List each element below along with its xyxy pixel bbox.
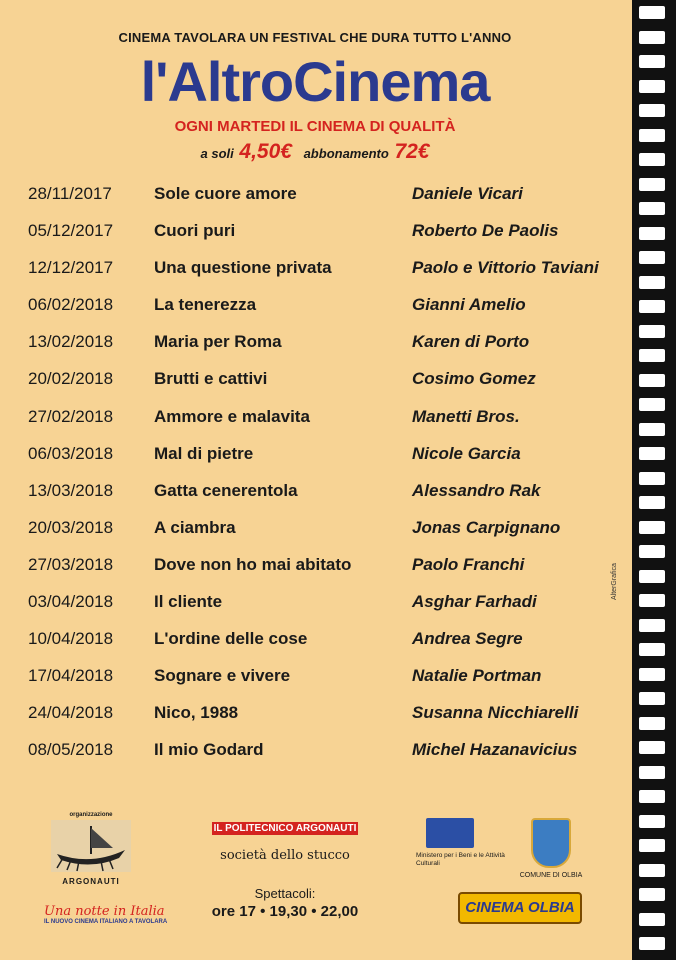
film-date: 13/03/2018	[28, 480, 114, 500]
film-director: Daniele Vicari	[412, 184, 523, 203]
film-date: 13/02/2018	[28, 332, 114, 352]
film-hole	[639, 374, 665, 387]
cinema-olbia-logo	[458, 892, 582, 924]
film-hole	[639, 864, 665, 877]
stucco-logo: società dello stucco	[220, 848, 350, 863]
politecnico-logo: IL POLITECNICO ARGONAUTI	[213, 823, 357, 834]
film-hole	[639, 521, 665, 534]
film-hole	[639, 815, 665, 828]
film-hole	[639, 888, 665, 901]
schedule-row	[0, 621, 630, 658]
schedule-row	[0, 213, 630, 250]
price-label: a soli	[200, 146, 234, 161]
film-director: Manetti Bros.	[412, 406, 520, 426]
film-director: Alessandro Rak	[412, 480, 541, 500]
film-hole	[639, 80, 665, 93]
film-hole	[639, 668, 665, 681]
schedule-row	[0, 547, 630, 584]
film-date: 20/03/2018	[28, 517, 114, 537]
film-director: Paolo Franchi	[412, 554, 525, 574]
film-hole	[639, 717, 665, 730]
notte-italia-logo	[44, 904, 167, 925]
tagline: CINEMA TAVOLARA UN FESTIVAL CHE DURA TUTTO L'ANNO	[118, 30, 512, 45]
film-director: Andrea Segre	[412, 629, 523, 649]
olbia-logo	[516, 818, 586, 879]
film-hole	[639, 545, 665, 558]
film-hole	[639, 227, 665, 240]
ship-icon	[51, 820, 131, 872]
org-name: ARGONAUTI	[62, 877, 120, 886]
film-hole	[639, 178, 665, 191]
film-title: Dove non ho mai abitato	[154, 554, 352, 574]
film-title: Il mio Godard	[154, 740, 264, 760]
film-director: Susanna Nicchiarelli	[412, 703, 579, 723]
film-hole	[639, 741, 665, 754]
schedule-row	[0, 324, 630, 361]
film-director: Roberto De Paolis	[412, 221, 559, 241]
film-director: Jonas Carpignano	[412, 517, 561, 537]
showtimes-label: Spettacoli:	[254, 886, 316, 901]
film-date: 08/05/2018	[28, 740, 114, 760]
subscription-label: abbonamento	[303, 146, 389, 161]
film-date: 27/03/2018	[28, 554, 114, 574]
mibac-logo	[416, 818, 506, 868]
film-hole	[639, 594, 665, 607]
film-director: Cosimo Gomez	[412, 369, 536, 389]
film-title: A ciambra	[154, 517, 236, 537]
mibac-emblem-icon	[426, 818, 474, 848]
film-director: Natalie Portman	[412, 666, 542, 686]
film-hole	[639, 643, 665, 656]
schedule-row	[0, 250, 630, 287]
schedule-row	[0, 287, 630, 324]
film-date: 05/12/2017	[28, 221, 114, 241]
film-hole	[639, 349, 665, 362]
film-title: La tenerezza	[154, 295, 257, 315]
film-hole	[639, 619, 665, 632]
film-hole	[639, 766, 665, 779]
film-schedule	[0, 176, 630, 770]
schedule-row	[0, 176, 630, 213]
film-hole	[639, 202, 665, 215]
film-director: Paolo e Vittorio Taviani	[412, 258, 599, 278]
schedule-row	[0, 436, 630, 473]
film-hole	[639, 129, 665, 142]
film-hole	[639, 937, 665, 950]
design-credit: AlterGrafica	[611, 563, 618, 600]
film-date: 03/04/2018	[28, 592, 114, 612]
film-director: Michel Hazanavicius	[412, 740, 578, 760]
film-hole	[639, 913, 665, 926]
sponsor-center	[210, 818, 360, 863]
subscription-price: 72€	[394, 140, 430, 163]
film-date: 28/11/2017	[28, 184, 112, 203]
film-hole	[639, 325, 665, 338]
film-title: Sole cuore amore	[154, 184, 297, 203]
film-title: Ammore e malavita	[154, 406, 310, 426]
notte-title: Una notte in Italia	[44, 904, 165, 919]
film-date: 17/04/2018	[28, 666, 114, 686]
schedule-row	[0, 732, 630, 769]
film-hole	[639, 55, 665, 68]
film-hole	[639, 153, 665, 166]
film-date: 20/02/2018	[28, 369, 114, 389]
film-title: Sognare e vivere	[154, 666, 291, 686]
film-hole	[639, 300, 665, 313]
film-hole	[639, 790, 665, 803]
schedule-row	[0, 399, 630, 436]
film-title: L'ordine delle cose	[154, 629, 308, 649]
schedule-row	[0, 658, 630, 695]
film-hole	[639, 447, 665, 460]
film-title: Gatta cenerentola	[154, 480, 298, 500]
argonauti-logo	[48, 812, 134, 886]
subtitle: OGNI MARTEDI IL CINEMA DI QUALITÀ	[174, 118, 456, 135]
showtimes	[200, 886, 370, 920]
film-director: Karen di Porto	[412, 332, 530, 352]
notte-subtitle: IL NUOVO CINEMA ITALIANO A TAVOLARA	[44, 919, 168, 925]
cinema-olbia-text: CINEMA OLBIA	[465, 899, 575, 916]
film-title: Mal di pietre	[154, 443, 254, 463]
film-date: 06/03/2018	[28, 443, 114, 463]
price-line	[0, 140, 630, 164]
film-hole	[639, 839, 665, 852]
film-hole	[639, 104, 665, 117]
schedule-row	[0, 473, 630, 510]
film-title: Brutti e cattivi	[154, 369, 268, 389]
film-director: Asghar Farhadi	[412, 592, 537, 612]
film-hole	[639, 251, 665, 264]
film-date: 12/12/2017	[28, 258, 114, 278]
schedule-row	[0, 510, 630, 547]
film-hole	[639, 6, 665, 19]
film-title: Il cliente	[154, 592, 223, 612]
film-hole	[639, 423, 665, 436]
film-date: 27/02/2018	[28, 406, 114, 426]
film-hole	[639, 31, 665, 44]
film-director: Nicole Garcia	[412, 443, 521, 463]
logo-title: l'AltroCinema	[140, 50, 490, 113]
org-label: organizzazione	[69, 812, 113, 818]
film-date: 06/02/2018	[28, 295, 114, 315]
film-title: Cuori puri	[154, 221, 236, 241]
schedule-row	[0, 695, 630, 732]
film-date: 24/04/2018	[28, 703, 114, 723]
film-hole	[639, 496, 665, 509]
coat-of-arms-icon	[531, 818, 571, 868]
film-strip-border	[632, 0, 676, 960]
film-title: Una questione privata	[154, 258, 332, 278]
film-hole	[639, 570, 665, 583]
film-director: Gianni Amelio	[412, 295, 526, 315]
film-hole	[639, 472, 665, 485]
schedule-row	[0, 361, 630, 398]
film-title: Nico, 1988	[154, 703, 239, 723]
mibac-text: Ministero per i Beni e le Attività Culturali	[416, 852, 505, 867]
film-hole	[639, 398, 665, 411]
schedule-row	[0, 584, 630, 621]
showtimes-times: ore 17 • 19,30 • 22,00	[211, 903, 359, 920]
film-title: Maria per Roma	[154, 332, 282, 352]
ticket-price: 4,50€	[239, 140, 292, 163]
film-date: 10/04/2018	[28, 629, 114, 649]
film-hole	[639, 276, 665, 289]
olbia-text: COMUNE DI OLBIA	[519, 872, 583, 879]
film-hole	[639, 692, 665, 705]
